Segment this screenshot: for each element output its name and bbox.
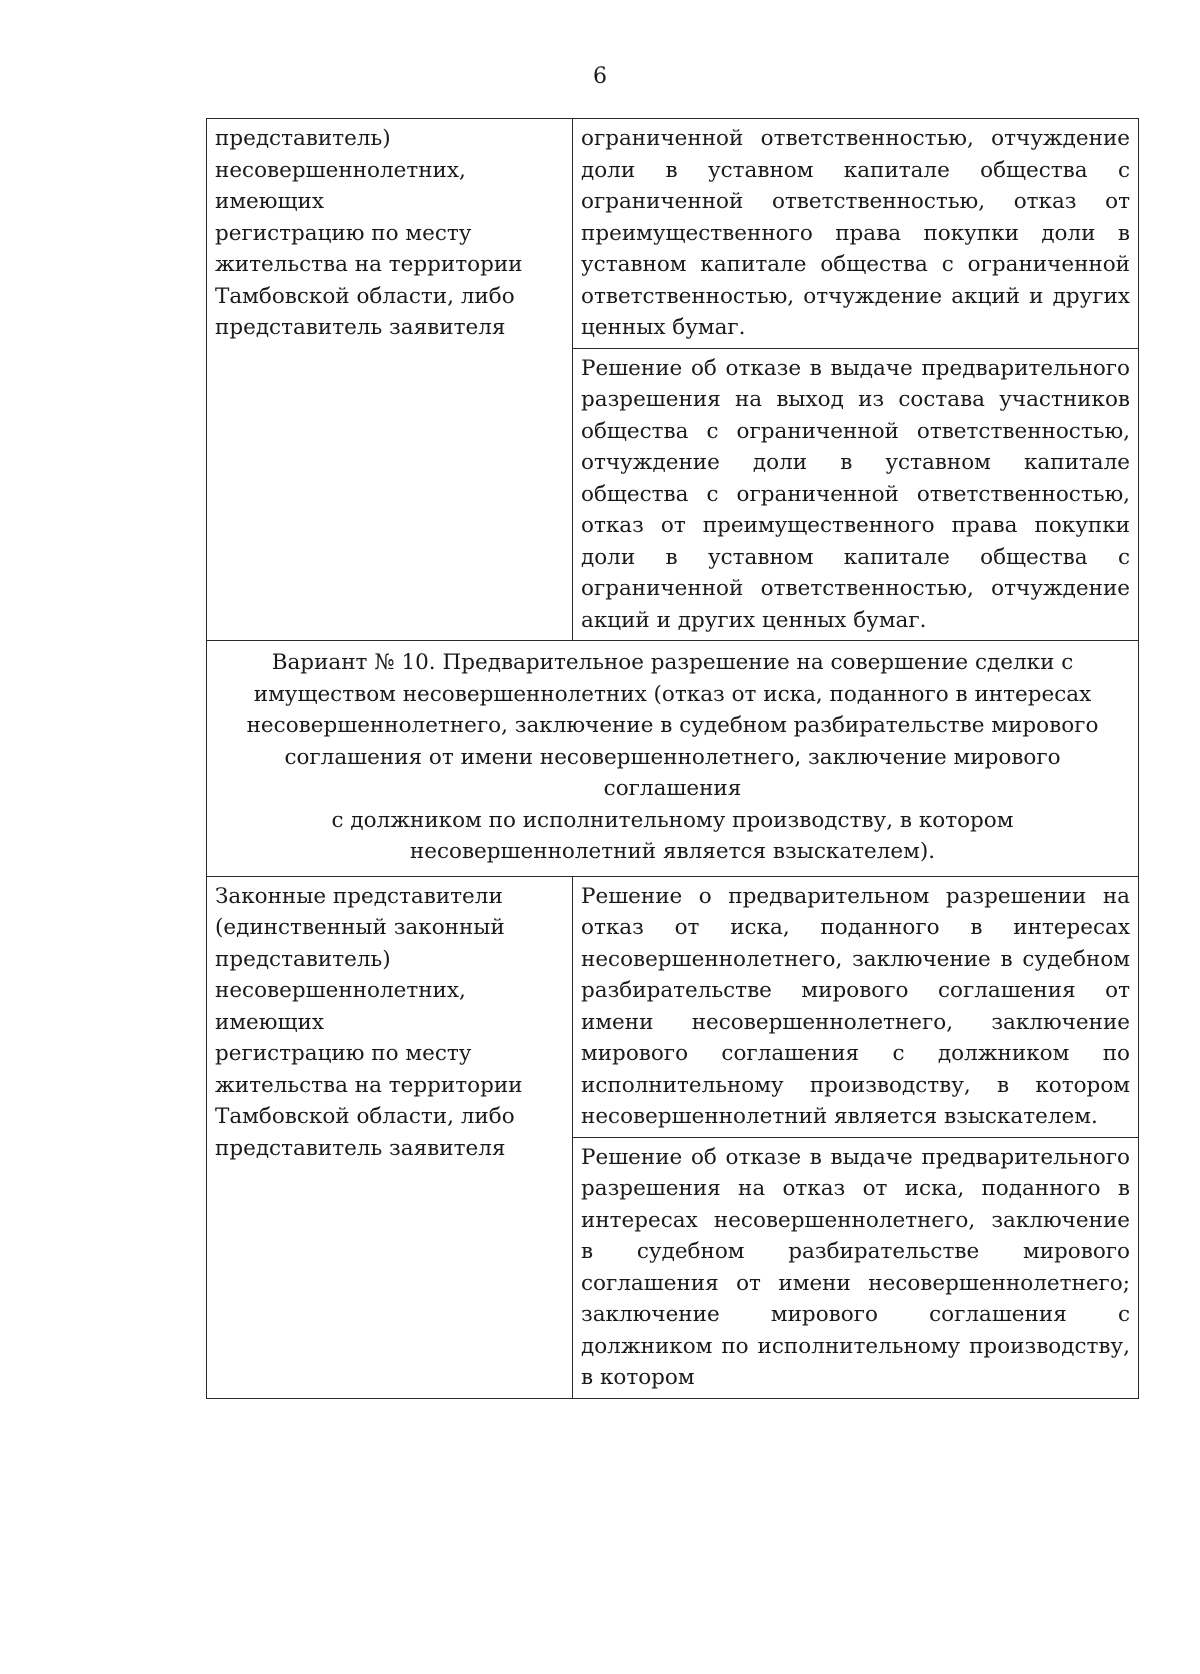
applicant-line: регистрацию по месту <box>215 1041 472 1066</box>
variant-row <box>207 641 1139 877</box>
result-cell: Решение о предварительном разрешении на отказ от иска, поданного в интересах несовершеннолетнего, заключение в судебном разбирательстве мирового соглашения от имени несовершеннолетнего, заключение мирового соглашения с должником по исполнительному производству, в котором несовершеннолетний является взыскателем. <box>573 876 1139 1137</box>
applicant-cell <box>207 876 573 1398</box>
applicant-line: представитель) <box>215 946 391 972</box>
variant-line: Вариант № 10. Предварительное разрешение на совершение сделки с <box>271 650 1074 675</box>
services-table <box>206 118 1139 1399</box>
variant-line: соглашения от имени несовершеннолетнего, заключение мирового соглашения <box>284 744 1061 801</box>
table-row <box>207 119 1139 349</box>
refusal-result-cell: Решение об отказе в выдаче предварительного разрешения на отказ от иска, поданного в интересах несовершеннолетнего, заключение в судебном разбирательстве мирового соглашения от имени несовершеннолетнего; заключение мирового соглашения с должником по исполнительному производству, в котором <box>573 1137 1139 1398</box>
table-row <box>207 876 1139 1137</box>
applicant-line: несовершеннолетних, имеющих <box>215 978 466 1035</box>
applicant-line: Тамбовской области, либо <box>215 283 515 309</box>
variant-line: несовершеннолетнего, заключение в судебном разбирательстве мирового <box>246 713 1099 738</box>
applicant-line: (единственный законный <box>215 915 505 940</box>
variant-line: несовершеннолетний является взыскателем). <box>409 839 936 864</box>
variant-line: с должником по исполнительному производству, в котором <box>331 807 1014 833</box>
applicant-line: представитель заявителя <box>215 315 506 340</box>
applicant-line: жительства на территории <box>215 1072 523 1098</box>
applicant-line: несовершеннолетних, имеющих <box>215 157 466 214</box>
variant-line: имуществом несовершеннолетних (отказ от иска, поданного в интересах <box>253 681 1092 707</box>
applicant-line: Тамбовской области, либо <box>215 1104 515 1129</box>
page-number: 6 <box>593 64 607 89</box>
refusal-result-cell: Решение об отказе в выдаче предварительного разрешения на выход из состава участников общества с ограниченной ответственностью, отчуждение доли в уставном капитале общества с ограниченной ответственностью, отказ от преимущественного права покупки доли в уставном капитале общества с ограниченной ответственностью, отчуждение акций и других ценных бумаг. <box>573 348 1139 641</box>
result-cell: ограниченной ответственностью, отчуждение доли в уставном капитале общества с ограниченной ответственностью, отказ от преимущественного права покупки доли в уставном капитале общества с ограниченной ответственностью, отчуждение акций и других ценных бумаг. <box>573 119 1139 349</box>
applicant-line: жительства на территории <box>215 252 523 277</box>
applicant-line: Законные представители <box>215 883 503 909</box>
applicant-cell <box>207 119 573 641</box>
applicant-line: регистрацию по месту <box>215 220 472 246</box>
applicant-line: представитель) <box>215 126 391 151</box>
applicant-line: представитель заявителя <box>215 1135 506 1161</box>
variant-heading <box>207 641 1139 877</box>
